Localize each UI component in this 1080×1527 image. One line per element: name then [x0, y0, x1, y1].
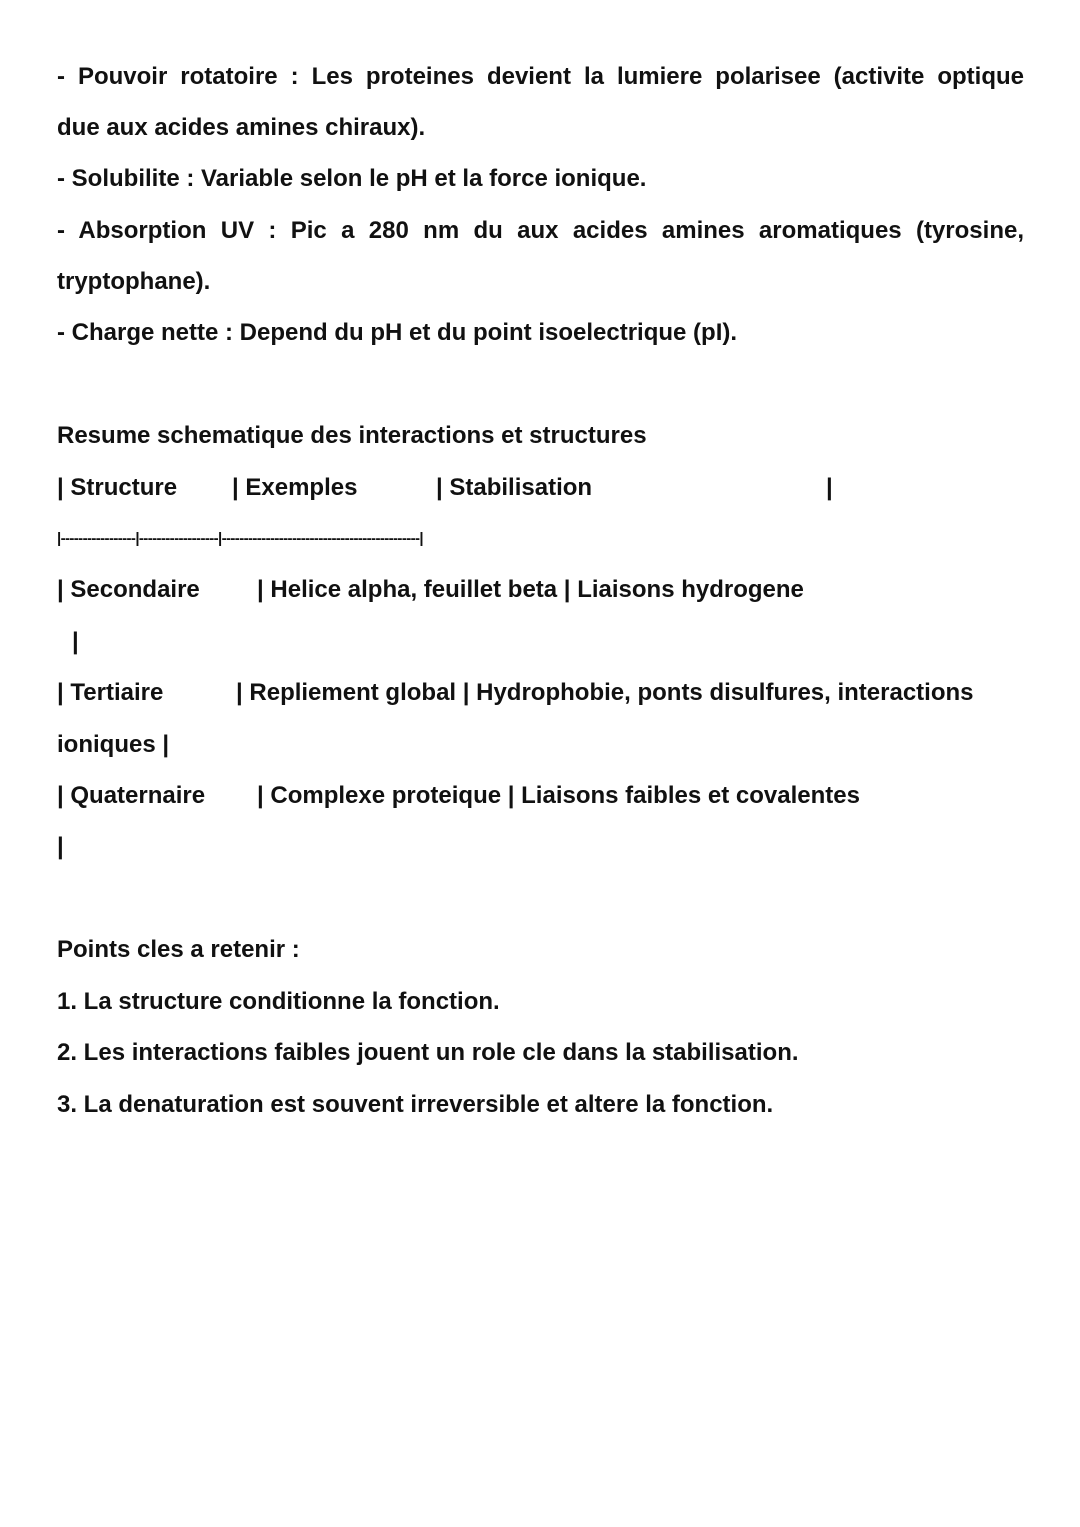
- row-quaternary-structure: | Quaternaire: [57, 782, 206, 809]
- property-uv-absorption: - Absorption UV : Pic a 280 nm du aux acides amines aromatiques (tyrosine,: [57, 217, 1024, 244]
- row-quaternary-end-bar: |: [57, 833, 64, 860]
- summary-title: Resume schematique des interactions et structures: [57, 422, 647, 449]
- header-structure: | Structure: [57, 474, 178, 501]
- key-points-title: Points cles a retenir :: [57, 936, 300, 963]
- property-solubility: - Solubilite : Variable selon le pH et la force ionique.: [57, 165, 647, 192]
- list-item: 3. La denaturation est souvent irreversible et altere la fonction.: [57, 1091, 774, 1118]
- row-secondary-end-bar: |: [72, 628, 79, 655]
- row-quaternary-details: | Complexe proteique | Liaisons faibles et covalentes: [257, 782, 860, 809]
- list-item: 1. La structure conditionne la fonction.: [57, 988, 500, 1015]
- list-item: 2. Les interactions faibles jouent un role cle dans la stabilisation.: [57, 1039, 799, 1066]
- property-rotatory-power: - Pouvoir rotatoire : Les proteines devient la lumiere polarisee (activite optique: [57, 63, 1024, 90]
- property-net-charge: - Charge nette : Depend du pH et du point isoelectrique (pI).: [57, 319, 738, 346]
- row-tertiary-details: | Repliement global | Hydrophobie, ponts disulfures, interactions: [236, 679, 974, 706]
- property-rotatory-power-cont: due aux acides amines chiraux).: [57, 114, 426, 141]
- property-uv-absorption-cont: tryptophane).: [57, 268, 211, 295]
- row-secondary-structure: | Secondaire: [57, 576, 200, 603]
- header-stabilisation: | Stabilisation: [436, 474, 593, 501]
- row-tertiary-structure: | Tertiaire: [57, 679, 164, 706]
- row-secondary-details: | Helice alpha, feuillet beta | Liaisons hydrogene: [257, 576, 804, 603]
- table-separator: |-----------------|------------------|---------------------------------------------|: [57, 530, 423, 547]
- header-examples: | Exemples: [232, 474, 358, 501]
- row-tertiary-cont: ioniques |: [57, 731, 170, 758]
- header-end-bar: |: [826, 474, 833, 501]
